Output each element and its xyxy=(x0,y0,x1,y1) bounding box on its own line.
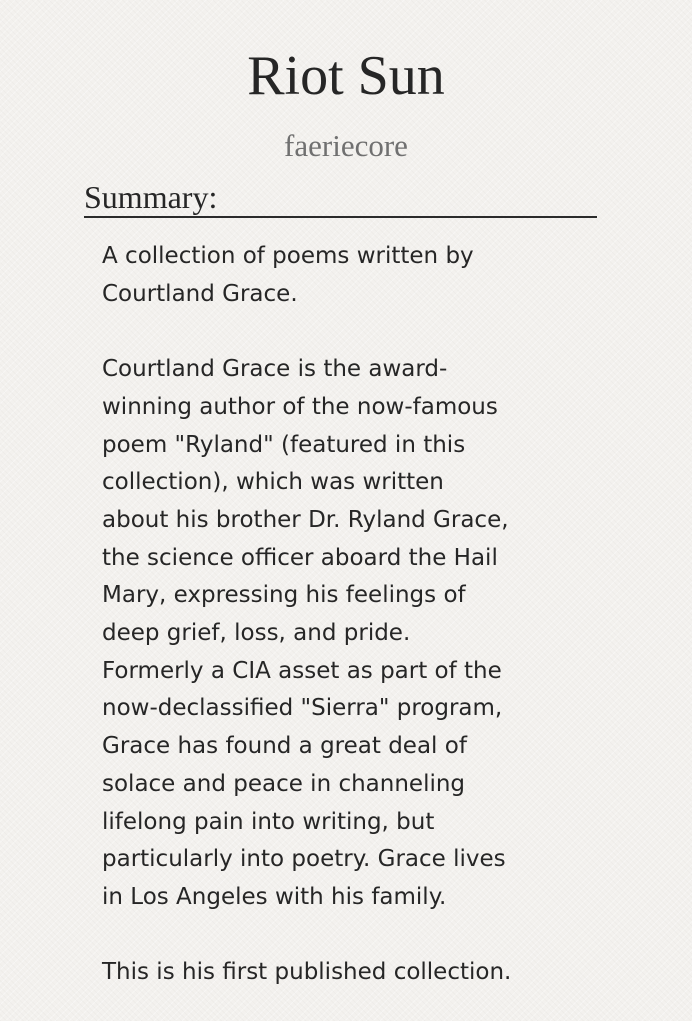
work-title: Riot Sun xyxy=(247,45,445,107)
summary-paragraph: A collection of poems written by Courtland Grace. xyxy=(102,243,474,307)
author-name[interactable]: faeriecore xyxy=(284,128,408,163)
summary-body xyxy=(102,238,582,992)
summary-paragraph: Courtland Grace is the award- winning author of the now-famous poem "Ryland" (featured in this collection), which was written about his brother Dr. Ryland Grace, the science officer aboard the Hail Mary, expressing his feelings of deep grief, loss, and pride. Formerly a CIA asset as part of the now-declassified "Sierra" program, Grace has found a great deal of solace and peace in channeling lifelong pain into writing, but particularly into poetry. Grace lives in Los Angeles with his family. xyxy=(102,356,509,910)
summary-paragraph: This is his first published collection. xyxy=(102,959,512,986)
summary-heading: Summary: xyxy=(84,178,597,218)
